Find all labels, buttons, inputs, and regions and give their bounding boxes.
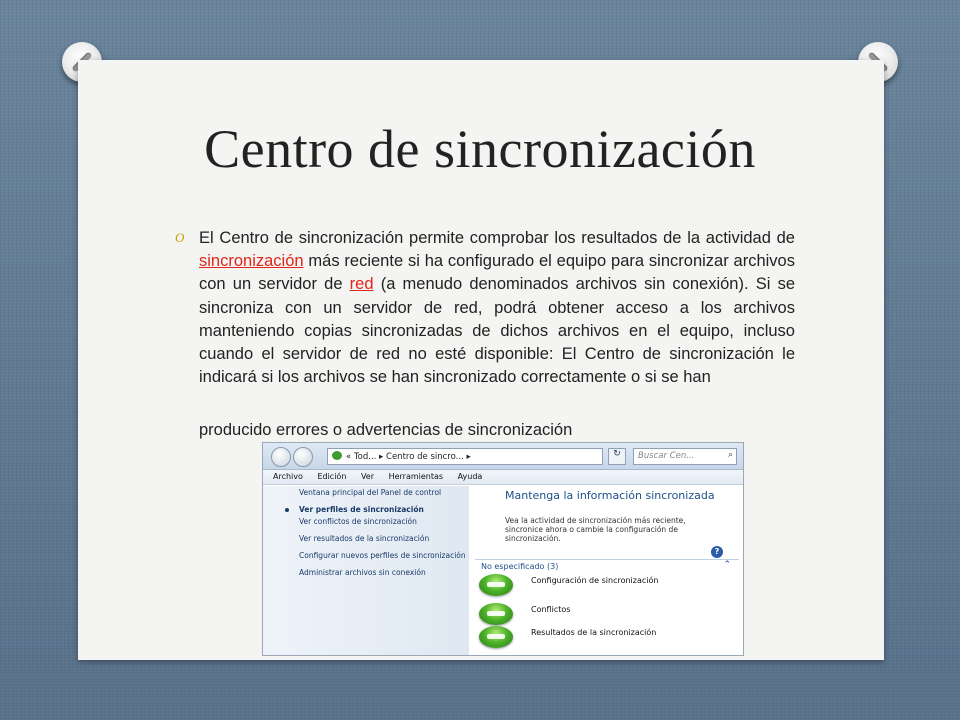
address-bar: [263, 443, 743, 470]
help-icon[interactable]: ?: [711, 546, 723, 558]
list-item[interactable]: [479, 574, 729, 596]
menu-archivo[interactable]: Archivo: [273, 472, 303, 481]
body-paragraph: [199, 227, 795, 389]
refresh-icon[interactable]: ↻: [608, 448, 626, 465]
group-header[interactable]: [475, 559, 739, 572]
paragraph-text: (a menudo denominados archivos sin conexión). Si se sincroniza con un servidor de red, podrá obtener acceso a los archivos manteniendo copias sincronizadas de dichos archivos en el equipo, incluso cuando el servidor de red no esté disponible: El Centro de sincronización le indicará si los archivos se han sincronizado correctamente o si se han: [199, 275, 795, 387]
chevron-up-icon[interactable]: ⌃: [723, 560, 731, 570]
search-placeholder: Buscar Cen...: [638, 451, 695, 461]
menu-edicion[interactable]: Edición: [317, 472, 347, 481]
nav-manage-offline-files[interactable]: Administrar archivos sin conexión: [299, 568, 426, 577]
nav-control-panel-home[interactable]: Ventana principal del Panel de control: [299, 488, 442, 497]
content-heading: Mantenga la información sincronizada: [505, 489, 715, 502]
task-pane: [263, 486, 469, 655]
search-input[interactable]: [633, 448, 737, 465]
back-button[interactable]: [271, 447, 291, 467]
sync-center-icon: [332, 451, 342, 460]
bullet-marker: O: [175, 230, 185, 245]
menu-ayuda[interactable]: Ayuda: [457, 472, 483, 481]
sync-orb-icon: [479, 603, 513, 625]
breadcrumb[interactable]: [327, 448, 603, 465]
sync-center-screenshot: [262, 442, 744, 656]
nav-view-conflicts[interactable]: Ver conflictos de sincronización: [299, 517, 417, 526]
menu-bar: [263, 470, 743, 485]
list-item[interactable]: [479, 626, 729, 648]
item-label: Conflictos: [531, 605, 571, 614]
active-bullet-icon: [285, 508, 289, 512]
breadcrumb-text: « Tod... ▸ Centro de sincro... ▸: [346, 452, 471, 462]
link-sincronizacion[interactable]: sincronización: [199, 252, 304, 271]
list-item[interactable]: [479, 603, 729, 625]
slide-title: Centro de sincronización: [204, 119, 756, 179]
paragraph-last-line: producido errores o advertencias de sincronización: [199, 421, 573, 439]
nav-new-partnerships[interactable]: Configurar nuevos perfiles de sincronización: [299, 551, 466, 560]
nav-view-sync-profiles[interactable]: Ver perfiles de sincronización: [299, 505, 424, 514]
nav-view-results[interactable]: Ver resultados de la sincronización: [299, 534, 430, 543]
sync-orb-icon: [479, 574, 513, 596]
content-pane: [469, 486, 743, 655]
paragraph-text: El Centro de sincronización permite comprobar los resultados de la actividad de: [199, 229, 795, 247]
sync-orb-icon: [479, 626, 513, 648]
group-label: No especificado (3): [481, 562, 559, 571]
paragraph-text: más reciente si ha configurado el equipo para sincronizar archivos con un servidor de: [199, 252, 795, 294]
link-red[interactable]: red: [349, 275, 374, 294]
menu-ver[interactable]: Ver: [360, 472, 375, 481]
item-label: Resultados de la sincronización: [531, 628, 657, 637]
forward-button[interactable]: [293, 447, 313, 467]
content-description: Vea la actividad de sincronización más reciente, sincronice ahora o cambie la configuración de sincronización.: [505, 516, 686, 543]
menu-herramientas[interactable]: Herramientas: [388, 472, 444, 481]
search-icon[interactable]: ⌕: [727, 450, 733, 460]
item-label: Configuración de sincronización: [531, 576, 659, 585]
